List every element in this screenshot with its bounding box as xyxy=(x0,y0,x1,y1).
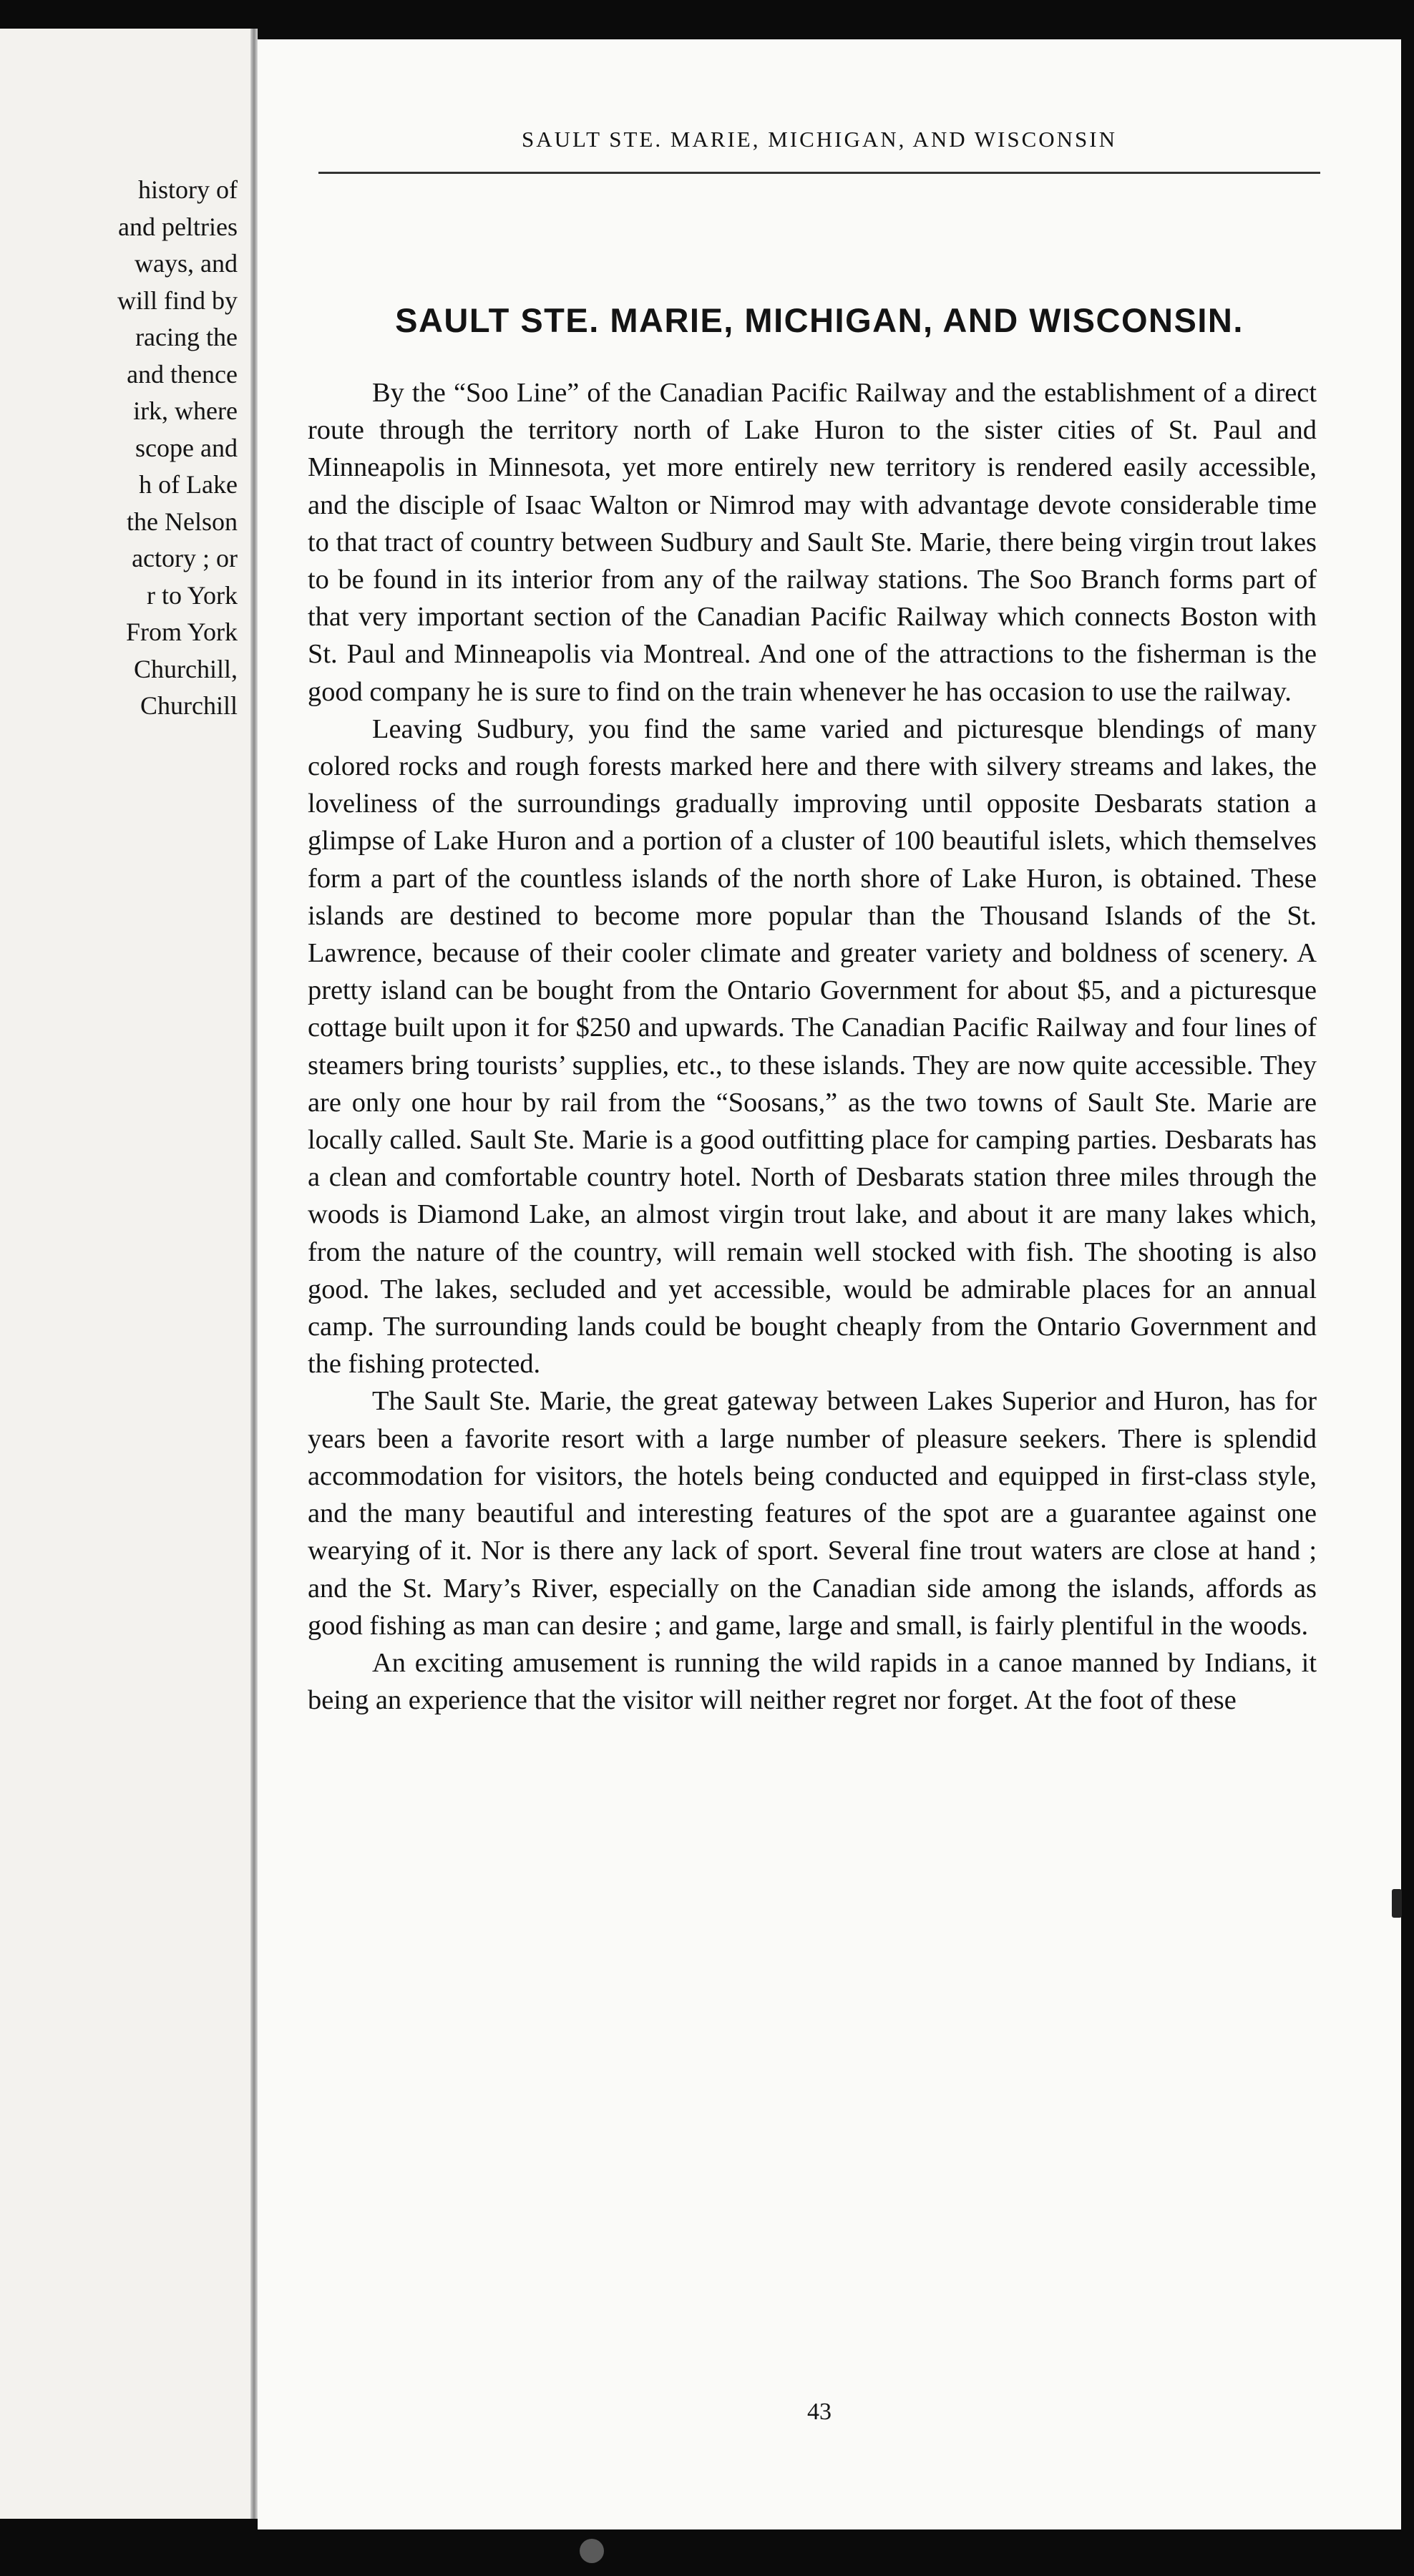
left-line: r to York xyxy=(146,580,238,610)
left-line: ways, and xyxy=(135,249,238,278)
left-line: the Nelson xyxy=(127,507,238,536)
paragraph: By the “Soo Line” of the Canadian Pacific Railway and the establishment of a direct route through the territory north of Lake Huron to the sister cities of St. Paul and Minneapolis in Minnesota, yet more entirely new territory is rendered easily accessible, and the disciple of Isaac Walton or Nimrod may with advantage devote considerable time to that tract of country between Sudbury and Sault Ste. Marie, there being virgin trout lakes to be found in its interior from any of the railway stations. The Soo Branch forms part of that very important section of the Canadian Pacific Railway which connects Boston with St. Paul and Minneapolis via Montreal. And one of the attractions to the fisherman is the good company he is sure to find on the train whenever he has occasion to use the railway. xyxy=(308,378,1317,707)
paragraph: Leaving Sudbury, you find the same varied and picturesque blendings of many colored rocks and rough forests marked here and there with silvery streams and lakes, the loveliness of the surroundings gradually improving until opposite Desbarats station a glimpse of Lake Huron and a portion of a cluster of 100 beautiful islets, which themselves form a part of the countless islands of the north shore of Lake Huron, is obtained. These islands are destined to become more popular than the Thousand Islands of the St. Lawrence, because of their cooler climate and greater variety and boldness of scenery. A pretty island can be bought from the Ontario Government for about $5, and a picturesque cottage built upon it for $250 and upwards. The Canadian Pacific Railway and four lines of steamers bring tourists’ supplies, etc., to these islands. They are now quite accessible. They are only one hour by rail from the “Soosans,” as the two towns of Sault Ste. Marie are locally called. Sault Ste. Marie is a good outfitting place for camping parties. Desbarats has a clean and comfortable country hotel. North of Desbarats station three miles through the woods is Diamond Lake, an almost virgin trout lake, and about it are many lakes which, from the nature of the country, will remain well stocked with fish. The shooting is also good. The lakes, secluded and yet accessible, would be admirable places for an annual camp. The surrounding lands could be bought cheaply from the Ontario Government and the fishing protected. xyxy=(308,713,1317,1380)
right-page xyxy=(258,39,1401,2529)
left-line: actory ; or xyxy=(132,544,238,572)
left-page-text xyxy=(117,172,238,725)
left-line: history of xyxy=(138,175,238,204)
left-line: From York xyxy=(125,618,238,646)
header-rule xyxy=(318,172,1320,174)
page-edge-mark xyxy=(1392,1889,1402,1918)
page-number: 43 xyxy=(807,2399,832,2425)
left-line: h of Lake xyxy=(139,470,238,499)
left-line: Churchill xyxy=(140,691,238,720)
scan-mark-icon xyxy=(580,2539,604,2563)
paragraph: The Sault Ste. Marie, the great gateway between Lakes Superior and Huron, has for years been a favorite resort with a large number of pleasure seekers. There is splendid accommodation for visitors, the hotels being conducted and equipped in first-class style, and the many beautiful and interesting features of the spot are a guarantee against one wearying of it. Nor is there any lack of sport. Several fine trout waters are close at hand ; and the St. Mary’s River, especially on the Canadian side among the islands, affords as good fishing as man can desire ; and game, large and small, is fairly plentiful in the woods. xyxy=(308,1386,1317,1641)
left-page-fragment xyxy=(0,29,250,2519)
left-line: will find by xyxy=(117,286,238,315)
left-line: Churchill, xyxy=(134,654,238,683)
chapter-title: SAULT STE. MARIE, MICHIGAN, AND WISCONSIN. xyxy=(395,301,1244,339)
running-head: SAULT STE. MARIE, MICHIGAN, AND WISCONSIN xyxy=(521,127,1118,152)
book-gutter xyxy=(250,29,258,2519)
left-line: and peltries xyxy=(118,212,238,241)
left-line: and thence xyxy=(127,359,238,389)
left-line: racing the xyxy=(135,323,238,351)
body-text xyxy=(308,374,1317,1719)
left-line: irk, where xyxy=(133,396,238,425)
left-line: scope and xyxy=(135,433,238,462)
paragraph: An exciting amusement is running the wild rapids in a canoe manned by Indians, it being an experience that the visitor will neither regret nor forget. At the foot of these xyxy=(308,1647,1317,1716)
